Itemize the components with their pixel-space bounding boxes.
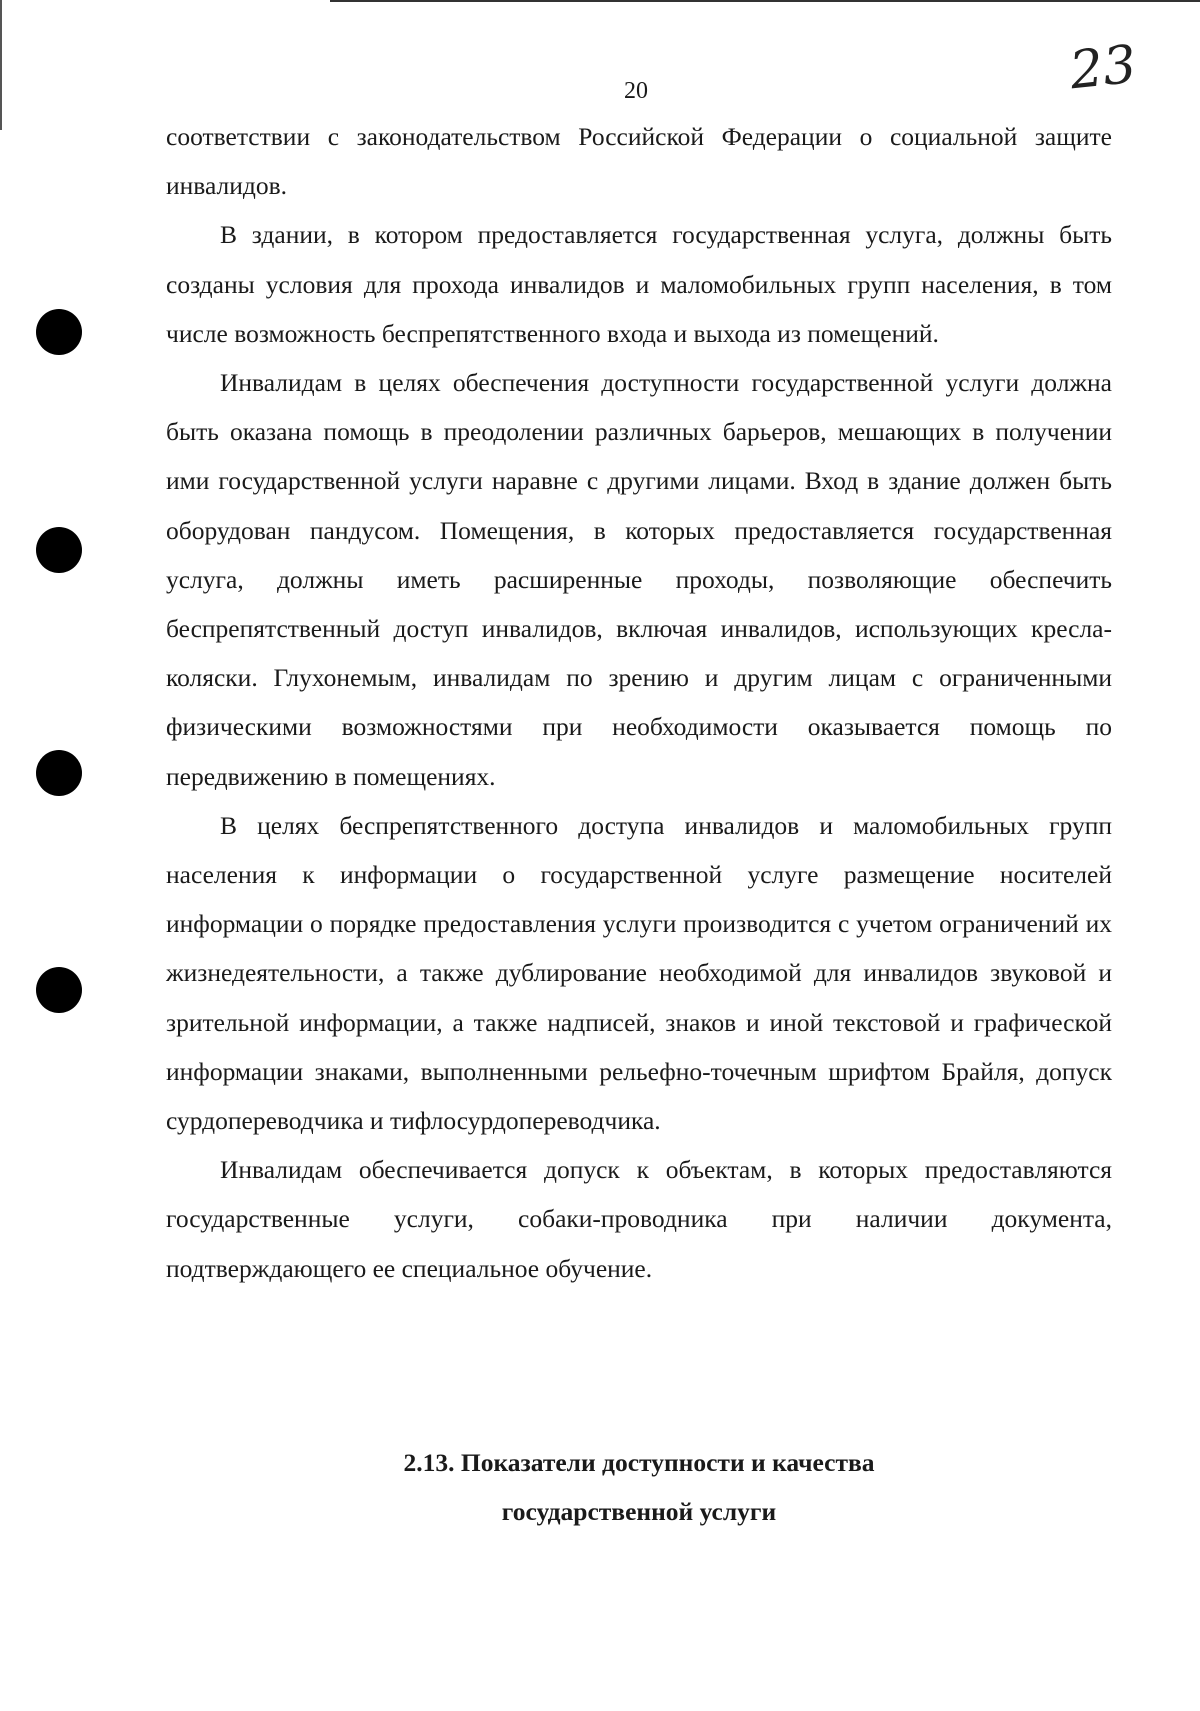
paragraph: соответствии с законодательством Российской Федерации о социальной защите инвалидов.	[166, 122, 1112, 201]
scan-edge-line-left	[0, 0, 2, 130]
binder-hole	[36, 750, 82, 796]
binder-hole	[36, 309, 82, 355]
paragraph: В целях беспрепятственного доступа инвалидов и маломобильных групп населения к информации о государственной услуге размещение носителей информации о порядке предоставления услуги производится с учетом ограничений их жизнедеятельности, а также дублирование необходимой для инвалидов звуковой и зрительной информации, а также надписей, знаков и иной текстовой и графической информации знаками, выполненными рельефно-точечным шрифтом Брайля, допуск сурдопереводчика и тифлосурдопереводчика.	[166, 810, 1112, 1136]
section-heading	[166, 1438, 1112, 1536]
paragraph: Инвалидам в целях обеспечения доступности государственной услуги должна быть оказана помощь в преодолении различных барьеров, мешающих в получении ими государственной услуги наравне с другими лицами. Вход в здание должен быть оборудован пандусом. Помещения, в которых предоставляется государственная услуга, должны иметь расширенные проходы, позволяющие обеспечить беспрепятственный доступ инвалидов, включая инвалидов, использующих кресла-коляски. Глухонемым, инвалидам по зрению и другим лицам с ограниченными физическими возможностями при необходимости оказывается помощь по передвижению в помещениях.	[166, 368, 1112, 791]
body-text	[166, 112, 1112, 1293]
binder-hole	[36, 527, 82, 573]
paragraph: В здании, в котором предоставляется государственная услуга, должны быть созданы условия для прохода инвалидов и маломобильных групп населения, в том числе возможность беспрепятственного входа и выхода из помещений.	[166, 220, 1112, 348]
handwritten-page-mark: 23	[1067, 34, 1140, 102]
page-number: 20	[624, 78, 648, 104]
section-heading-line: государственной услуги	[501, 1497, 777, 1527]
paragraph: Инвалидам обеспечивается допуск к объектам, в которых предоставляются государственные услуги, собаки-проводника при наличии документа, подтверждающего ее специальное обучение.	[166, 1155, 1112, 1283]
section-heading-line: 2.13. Показатели доступности и качества	[403, 1448, 875, 1477]
binder-hole	[36, 967, 82, 1013]
scan-edge-line	[330, 0, 1200, 2]
